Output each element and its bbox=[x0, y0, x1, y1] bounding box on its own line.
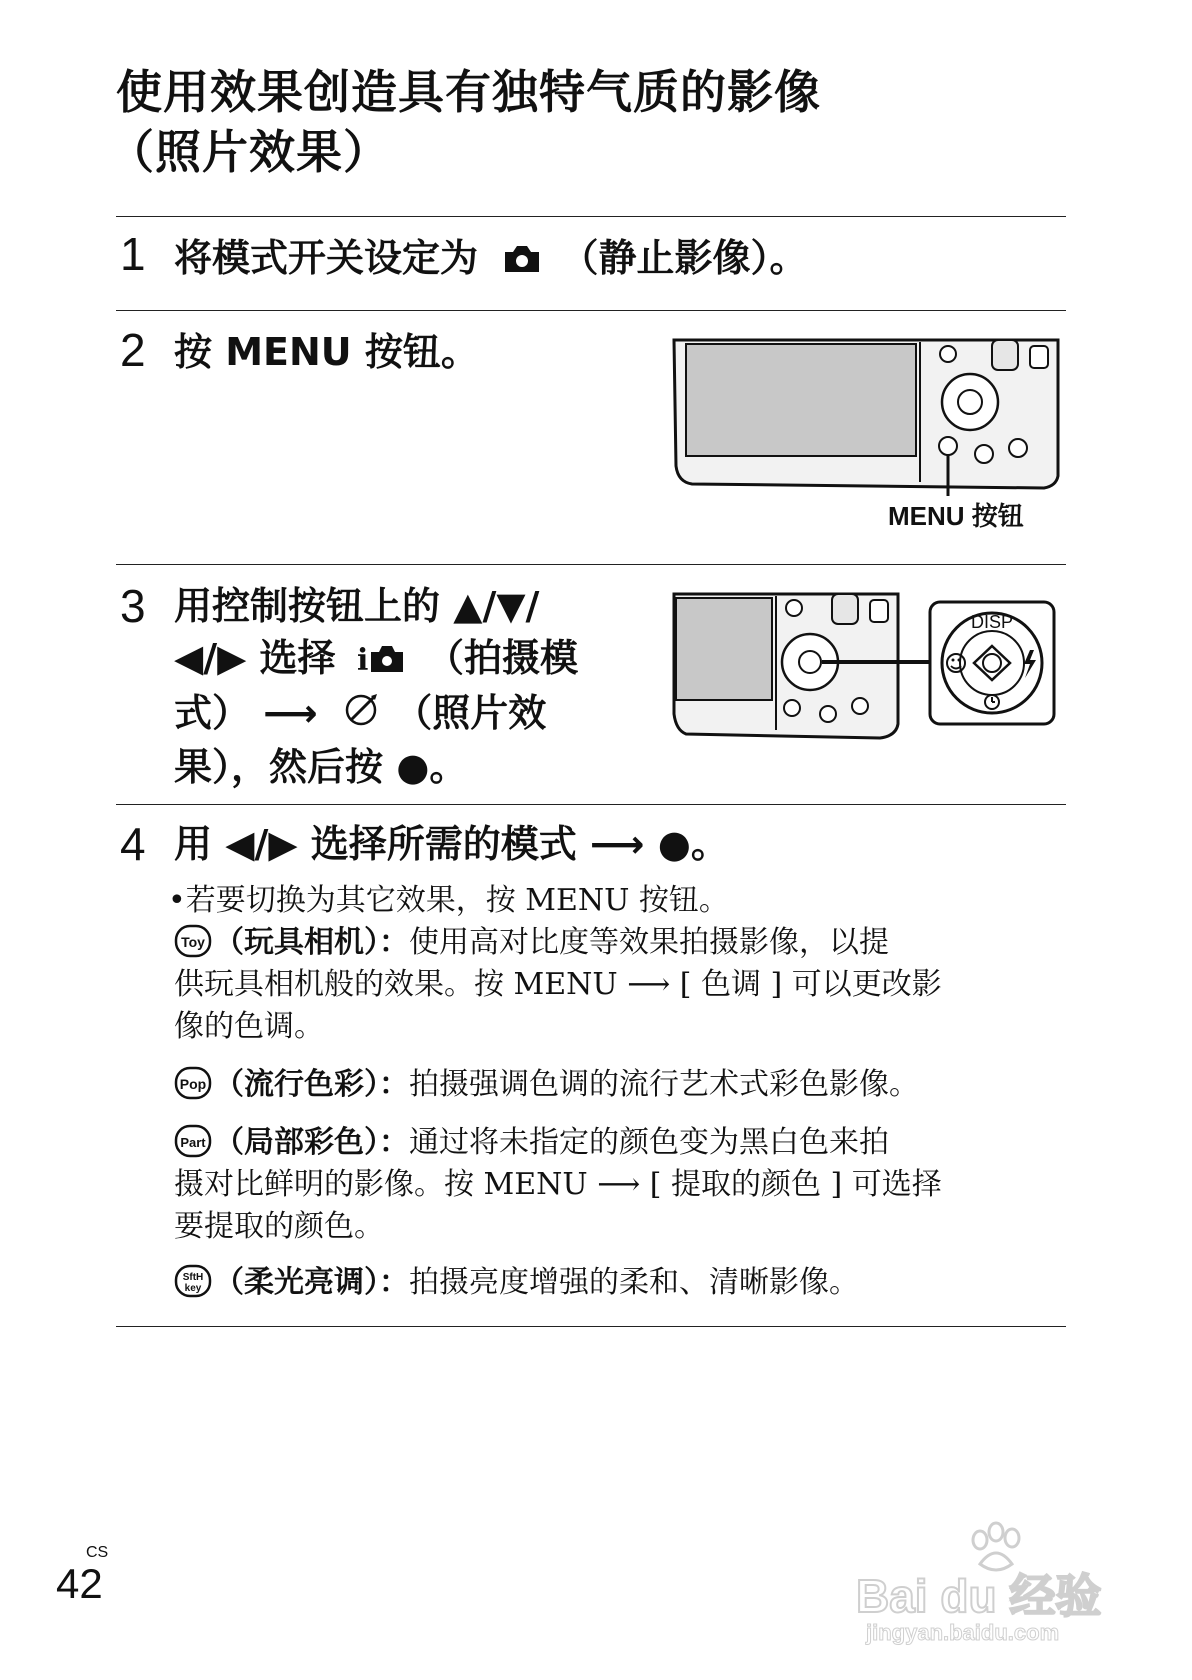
bullet-note: •若要切换为其它效果，按 MENU 按钮。 bbox=[168, 883, 729, 918]
control-button-illustration bbox=[672, 590, 1062, 740]
page-number: 42 bbox=[56, 1560, 103, 1607]
step-3-line-2b: （拍摄模 bbox=[426, 636, 579, 680]
photo-effect-icon bbox=[343, 689, 381, 741]
soft-high-key-desc-1: 拍摄亮度增强的柔和、清晰影像。 bbox=[409, 1265, 859, 1300]
step-3-line-3a: 式） ⟶ bbox=[174, 690, 318, 735]
partial-color-note bbox=[174, 1122, 1054, 1248]
language-code: CS bbox=[86, 1544, 109, 1561]
toy-camera-note bbox=[174, 922, 1054, 1048]
partial-color-desc-2: 摄对比鲜明的影像。按 MENU ⟶ [ 提取的颜色 ] 可选择 bbox=[174, 1167, 942, 1202]
svg-text:Part: Part bbox=[180, 1135, 206, 1150]
pop-icon bbox=[174, 1064, 212, 1102]
step-2-text: 按 MENU 按钮。 bbox=[174, 330, 479, 374]
camera-icon bbox=[501, 235, 543, 287]
step-3-number: 3 bbox=[120, 580, 146, 632]
step-4-text: 用 ◀/▶ 选择所需的模式 ⟶ ●。 bbox=[174, 822, 729, 866]
svg-text:i: i bbox=[356, 642, 369, 674]
divider bbox=[116, 1326, 1066, 1327]
step-1-post: （静止影像）。 bbox=[560, 236, 808, 280]
pop-color-desc-1: 拍摄强调色调的流行艺术式彩色影像。 bbox=[409, 1067, 919, 1102]
pop-color-name: （流行色彩）： bbox=[214, 1067, 409, 1102]
soft-high-key-name: （柔光亮调）： bbox=[214, 1265, 409, 1300]
divider bbox=[116, 564, 1066, 565]
toy-camera-desc-2: 供玩具相机般的效果。按 MENU ⟶ [ 色调 ] 可以更改影 bbox=[174, 967, 942, 1002]
step-1-number: 1 bbox=[120, 228, 146, 280]
title-line-1: 使用效果创造具有独特气质的影像 bbox=[116, 65, 821, 119]
soft-high-key-icon bbox=[174, 1262, 212, 1300]
svg-text:Pop: Pop bbox=[179, 1076, 207, 1092]
baidu-watermark bbox=[856, 1520, 1156, 1660]
partial-color-desc-1: 通过将未指定的颜色变为黑白色来拍 bbox=[409, 1125, 889, 1160]
page-title bbox=[108, 62, 821, 182]
step-2-number: 2 bbox=[120, 324, 146, 376]
step-4-number: 4 bbox=[120, 818, 146, 870]
step-1-pre: 将模式开关设定为 bbox=[174, 236, 479, 280]
step-3-text bbox=[174, 580, 578, 793]
toy-camera-desc-1: 使用高对比度等效果拍摄影像，以提 bbox=[409, 925, 889, 960]
soft-high-key-note bbox=[174, 1262, 1054, 1304]
partial-color-name: （局部彩色）： bbox=[214, 1125, 409, 1160]
step-3-line-3b: （照片效 bbox=[394, 690, 547, 735]
menu-button-label: MENU 按钮 bbox=[888, 501, 1024, 531]
part-icon bbox=[174, 1122, 212, 1160]
i-camera-icon bbox=[357, 635, 411, 687]
divider bbox=[116, 216, 1066, 217]
divider bbox=[116, 804, 1066, 805]
step-3-line-4: 果），然后按 ●。 bbox=[174, 745, 468, 789]
svg-text:Toy: Toy bbox=[181, 934, 205, 950]
step-1-text bbox=[174, 232, 808, 287]
toy-camera-name: （玩具相机）： bbox=[214, 925, 409, 960]
step-3-line-1: 用控制按钮上的 ▲/▼/ bbox=[174, 584, 540, 628]
step-3-line-2 bbox=[174, 632, 578, 687]
watermark-brand: Bai du 经验 bbox=[856, 1570, 1102, 1622]
partial-color-desc-3: 要提取的颜色。 bbox=[174, 1209, 384, 1244]
divider bbox=[116, 310, 1066, 311]
svg-text:SftH: SftH bbox=[182, 1272, 204, 1283]
disp-label: DISP bbox=[970, 612, 1014, 632]
toy-camera-desc-3: 像的色调。 bbox=[174, 1009, 324, 1044]
svg-text:key: key bbox=[184, 1283, 202, 1294]
title-line-2: （照片效果） bbox=[108, 125, 390, 179]
watermark-url: jingyan.baidu.com bbox=[866, 1620, 1060, 1645]
toy-icon bbox=[174, 922, 212, 960]
pop-color-note bbox=[174, 1064, 1054, 1106]
step-3-line-3 bbox=[174, 687, 578, 742]
step-3-line-2a: ◀/▶ 选择 bbox=[174, 636, 336, 680]
